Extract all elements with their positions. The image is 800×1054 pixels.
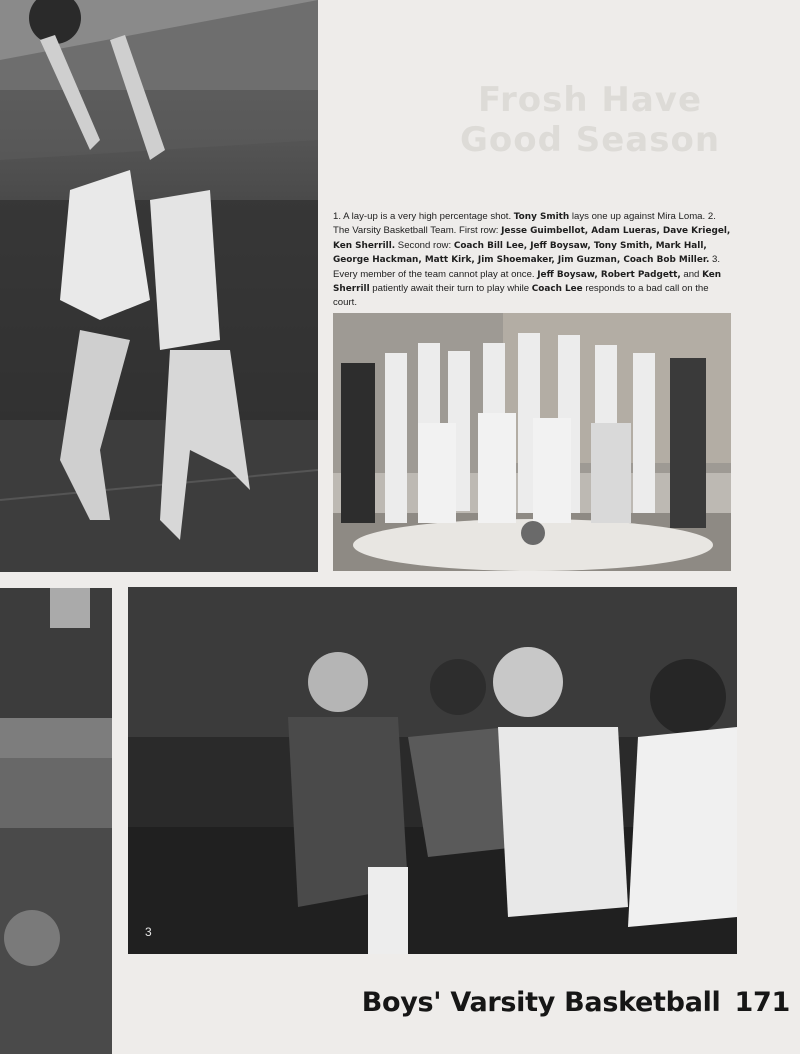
- photo-team: [333, 313, 731, 571]
- caption-text: lays one up against Mira Loma. 2. The Varsity Basketball Team. First row:: [333, 211, 716, 237]
- caption-text: 1. A lay-up is a very high percentage shot.: [333, 211, 514, 222]
- page-footer: [330, 987, 790, 1018]
- section-title: Boys' Varsity Basketball: [361, 987, 721, 1018]
- caption-text: patiently await their turn to play while: [369, 283, 532, 295]
- show-through-line-1: Frosh Have: [477, 80, 703, 120]
- caption-text: and: [680, 268, 703, 280]
- photo-caption: [333, 210, 731, 310]
- caption-name: Coach Lee: [531, 284, 583, 295]
- caption-text: responds to a bad call on the court.: [333, 283, 709, 309]
- caption-names: Coach Bill Lee, Jeff Boysaw, Tony Smith, Mark Hall, George Hackman, Matt Kirk, Jim Shoemaker, Jim Guzman, Coach Bob Miller.: [333, 240, 710, 266]
- photo-crowd-edge: [0, 588, 112, 1054]
- caption-text: Second row:: [395, 239, 454, 251]
- caption-name: Ken Sherrill: [333, 269, 722, 295]
- show-through-line-2: Good Season: [459, 120, 721, 160]
- caption-name: Tony Smith: [513, 212, 570, 222]
- caption-names: Jeff Boysaw, Robert Padgett,: [537, 269, 681, 280]
- show-through-heading: [400, 80, 780, 160]
- team-photo-image: [333, 313, 731, 571]
- caption-names: Jesse Guimbellot, Adam Lueras, Dave Kriegel, Ken Sherrill.: [333, 226, 731, 251]
- caption-text: 3. Every member of the team cannot play at once.: [333, 254, 721, 280]
- photo-number-3: 3: [145, 925, 152, 939]
- photo-layup: [0, 0, 318, 572]
- layup-photo-image: [0, 0, 318, 572]
- crowd-edge-image: [0, 588, 112, 1054]
- page-number: 171: [734, 987, 790, 1018]
- bench-photo-image: [128, 587, 737, 954]
- photo-bench: [128, 587, 737, 954]
